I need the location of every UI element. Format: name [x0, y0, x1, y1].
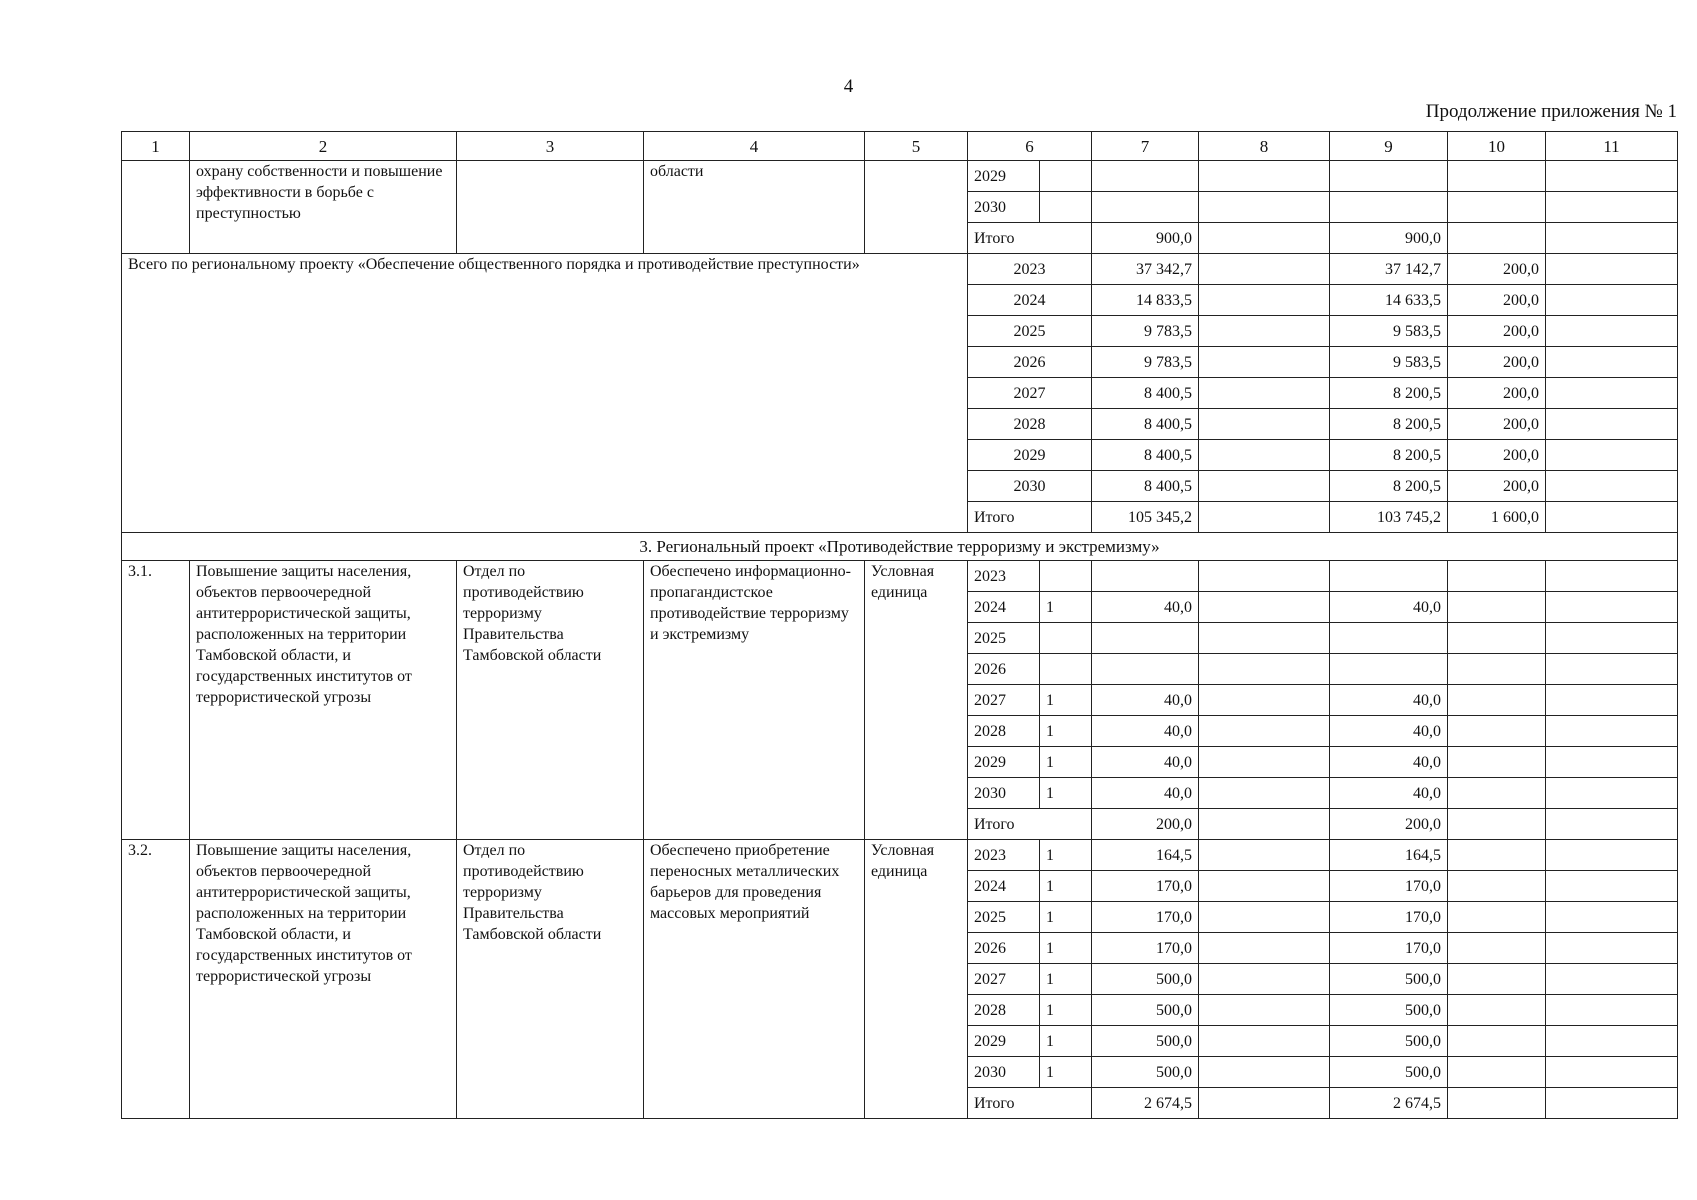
local-cell	[1448, 964, 1546, 995]
local-cell	[1448, 192, 1546, 223]
regional-cell: 8 200,5	[1330, 378, 1448, 409]
extra-cell	[1546, 716, 1678, 747]
extra-cell	[1546, 161, 1678, 192]
quantity-cell: 1	[1040, 840, 1092, 871]
page-number: 4	[843, 76, 854, 97]
regional-cell: 103 745,2	[1330, 502, 1448, 533]
year-cell: 2029	[968, 161, 1040, 192]
extra-cell	[1546, 747, 1678, 778]
extra-cell	[1546, 902, 1678, 933]
federal-cell	[1199, 161, 1330, 192]
local-cell	[1448, 871, 1546, 902]
extra-cell	[1546, 1088, 1678, 1119]
extra-cell	[1546, 471, 1678, 502]
local-cell	[1448, 809, 1546, 840]
federal-cell	[1199, 840, 1330, 871]
regional-cell: 8 200,5	[1330, 409, 1448, 440]
year-cell: 2030	[968, 1057, 1040, 1088]
quantity-cell	[1040, 192, 1092, 223]
federal-cell	[1199, 378, 1330, 409]
local-cell	[1448, 592, 1546, 623]
year-cell: 2024	[968, 592, 1040, 623]
local-cell: 1 600,0	[1448, 502, 1546, 533]
total-amount-cell: 8 400,5	[1092, 440, 1199, 471]
federal-cell	[1199, 685, 1330, 716]
total-amount-cell: 40,0	[1092, 778, 1199, 809]
financing-table	[121, 131, 1678, 1119]
extra-cell	[1546, 378, 1678, 409]
regional-cell	[1330, 161, 1448, 192]
regional-cell: 200,0	[1330, 809, 1448, 840]
quantity-cell	[1040, 654, 1092, 685]
year-cell: 2025	[968, 902, 1040, 933]
total-amount-cell: 170,0	[1092, 933, 1199, 964]
total-amount-cell: 170,0	[1092, 871, 1199, 902]
regional-cell: 9 583,5	[1330, 347, 1448, 378]
total-amount-cell	[1092, 561, 1199, 592]
responsible-cell	[457, 161, 644, 254]
regional-cell: 40,0	[1330, 592, 1448, 623]
regional-cell: 8 200,5	[1330, 471, 1448, 502]
total-label: Итого	[968, 1088, 1092, 1119]
extra-cell	[1546, 316, 1678, 347]
extra-cell	[1546, 840, 1678, 871]
regional-cell: 164,5	[1330, 840, 1448, 871]
quantity-cell: 1	[1040, 685, 1092, 716]
table-row	[122, 254, 1678, 285]
year-cell: 2025	[968, 623, 1040, 654]
total-amount-cell: 500,0	[1092, 1026, 1199, 1057]
local-cell	[1448, 1026, 1546, 1057]
total-amount-cell: 2 674,5	[1092, 1088, 1199, 1119]
federal-cell	[1199, 778, 1330, 809]
local-cell	[1448, 933, 1546, 964]
measure-name-cell: Повышение защиты населения, объектов первоочередной антитеррористической защиты, расположенных на территории Тамбовской области, и государственных институтов от террористической угрозы	[190, 561, 457, 840]
total-amount-cell: 9 783,5	[1092, 316, 1199, 347]
year-cell: 2027	[968, 685, 1040, 716]
federal-cell	[1199, 716, 1330, 747]
local-cell	[1448, 902, 1546, 933]
local-cell: 200,0	[1448, 378, 1546, 409]
regional-cell: 40,0	[1330, 778, 1448, 809]
column-header: 4	[644, 132, 865, 161]
federal-cell	[1199, 223, 1330, 254]
unit-cell: Условная единица	[865, 840, 968, 1119]
total-amount-cell: 8 400,5	[1092, 378, 1199, 409]
regional-cell: 14 633,5	[1330, 285, 1448, 316]
local-cell	[1448, 716, 1546, 747]
extra-cell	[1546, 809, 1678, 840]
year-cell: 2028	[968, 716, 1040, 747]
quantity-cell: 1	[1040, 747, 1092, 778]
regional-cell: 40,0	[1330, 716, 1448, 747]
local-cell	[1448, 1088, 1546, 1119]
year-cell: 2025	[968, 316, 1092, 347]
extra-cell	[1546, 654, 1678, 685]
year-cell: 2028	[968, 409, 1092, 440]
result-cell: Обеспечено информационно-пропагандистское противодействие терроризму и экстремизму	[644, 561, 865, 840]
local-cell	[1448, 561, 1546, 592]
local-cell	[1448, 1057, 1546, 1088]
extra-cell	[1546, 192, 1678, 223]
year-cell: 2023	[968, 840, 1040, 871]
extra-cell	[1546, 502, 1678, 533]
regional-cell: 170,0	[1330, 902, 1448, 933]
total-amount-cell: 900,0	[1092, 223, 1199, 254]
regional-cell: 170,0	[1330, 933, 1448, 964]
local-cell: 200,0	[1448, 316, 1546, 347]
federal-cell	[1199, 592, 1330, 623]
local-cell	[1448, 223, 1546, 254]
column-header: 10	[1448, 132, 1546, 161]
federal-cell	[1199, 347, 1330, 378]
regional-cell: 500,0	[1330, 1026, 1448, 1057]
year-cell: 2030	[968, 192, 1040, 223]
extra-cell	[1546, 561, 1678, 592]
federal-cell	[1199, 440, 1330, 471]
regional-cell: 2 674,5	[1330, 1088, 1448, 1119]
project-total-label: Всего по региональному проекту «Обеспечение общественного порядка и противодействие преступности»	[122, 254, 968, 533]
regional-cell: 500,0	[1330, 1057, 1448, 1088]
federal-cell	[1199, 285, 1330, 316]
regional-cell: 40,0	[1330, 747, 1448, 778]
local-cell: 200,0	[1448, 347, 1546, 378]
quantity-cell: 1	[1040, 716, 1092, 747]
federal-cell	[1199, 502, 1330, 533]
federal-cell	[1199, 654, 1330, 685]
federal-cell	[1199, 995, 1330, 1026]
column-header: 8	[1199, 132, 1330, 161]
header-row	[122, 132, 1678, 161]
year-cell: 2023	[968, 254, 1092, 285]
column-header: 7	[1092, 132, 1199, 161]
regional-cell: 37 142,7	[1330, 254, 1448, 285]
quantity-cell	[1040, 161, 1092, 192]
extra-cell	[1546, 995, 1678, 1026]
year-cell: 2023	[968, 561, 1040, 592]
extra-cell	[1546, 1026, 1678, 1057]
measure-name-cell: охрану собственности и повышение эффективности в борьбе с преступностью	[190, 161, 457, 254]
regional-cell: 500,0	[1330, 964, 1448, 995]
total-amount-cell: 14 833,5	[1092, 285, 1199, 316]
total-amount-cell: 40,0	[1092, 685, 1199, 716]
regional-cell: 900,0	[1330, 223, 1448, 254]
extra-cell	[1546, 623, 1678, 654]
local-cell: 200,0	[1448, 440, 1546, 471]
responsible-cell: Отдел по противодействию терроризму Правительства Тамбовской области	[457, 561, 644, 840]
local-cell	[1448, 840, 1546, 871]
result-cell: Обеспечено приобретение переносных металлических барьеров для проведения массовых мероприятий	[644, 840, 865, 1119]
federal-cell	[1199, 1057, 1330, 1088]
quantity-cell: 1	[1040, 778, 1092, 809]
local-cell: 200,0	[1448, 285, 1546, 316]
total-label: Итого	[968, 809, 1092, 840]
result-cell: области	[644, 161, 865, 254]
federal-cell	[1199, 1026, 1330, 1057]
total-amount-cell	[1092, 654, 1199, 685]
extra-cell	[1546, 223, 1678, 254]
extra-cell	[1546, 778, 1678, 809]
quantity-cell: 1	[1040, 933, 1092, 964]
year-cell: 2029	[968, 440, 1092, 471]
extra-cell	[1546, 1057, 1678, 1088]
column-header: 11	[1546, 132, 1678, 161]
extra-cell	[1546, 871, 1678, 902]
extra-cell	[1546, 933, 1678, 964]
local-cell: 200,0	[1448, 254, 1546, 285]
total-amount-cell: 37 342,7	[1092, 254, 1199, 285]
responsible-cell: Отдел по противодействию терроризму Правительства Тамбовской области	[457, 840, 644, 1119]
year-cell: 2026	[968, 654, 1040, 685]
local-cell	[1448, 778, 1546, 809]
year-cell: 2024	[968, 871, 1040, 902]
federal-cell	[1199, 623, 1330, 654]
item-number-cell: 3.1.	[122, 561, 190, 840]
quantity-cell: 1	[1040, 592, 1092, 623]
extra-cell	[1546, 347, 1678, 378]
year-cell: 2027	[968, 964, 1040, 995]
column-header: 3	[457, 132, 644, 161]
total-label: Итого	[968, 223, 1092, 254]
federal-cell	[1199, 1088, 1330, 1119]
federal-cell	[1199, 409, 1330, 440]
table-row	[122, 161, 1678, 192]
unit-cell: Условная единица	[865, 561, 968, 840]
total-amount-cell: 170,0	[1092, 902, 1199, 933]
quantity-cell: 1	[1040, 902, 1092, 933]
extra-cell	[1546, 254, 1678, 285]
year-cell: 2030	[968, 778, 1040, 809]
year-cell: 2026	[968, 933, 1040, 964]
table-row	[122, 561, 1678, 592]
regional-cell: 9 583,5	[1330, 316, 1448, 347]
federal-cell	[1199, 192, 1330, 223]
year-cell: 2030	[968, 471, 1092, 502]
column-header: 6	[968, 132, 1092, 161]
quantity-cell	[1040, 623, 1092, 654]
total-amount-cell: 40,0	[1092, 592, 1199, 623]
column-header: 1	[122, 132, 190, 161]
quantity-cell: 1	[1040, 1026, 1092, 1057]
total-amount-cell: 500,0	[1092, 995, 1199, 1026]
federal-cell	[1199, 902, 1330, 933]
item-number-cell	[122, 161, 190, 254]
local-cell	[1448, 747, 1546, 778]
total-amount-cell: 8 400,5	[1092, 471, 1199, 502]
total-label: Итого	[968, 502, 1092, 533]
total-amount-cell: 500,0	[1092, 964, 1199, 995]
total-amount-cell: 105 345,2	[1092, 502, 1199, 533]
regional-cell	[1330, 561, 1448, 592]
item-number-cell: 3.2.	[122, 840, 190, 1119]
federal-cell	[1199, 316, 1330, 347]
total-amount-cell	[1092, 192, 1199, 223]
federal-cell	[1199, 964, 1330, 995]
federal-cell	[1199, 254, 1330, 285]
year-cell: 2027	[968, 378, 1092, 409]
extra-cell	[1546, 285, 1678, 316]
total-amount-cell	[1092, 161, 1199, 192]
regional-cell: 500,0	[1330, 995, 1448, 1026]
extra-cell	[1546, 685, 1678, 716]
federal-cell	[1199, 933, 1330, 964]
total-amount-cell: 8 400,5	[1092, 409, 1199, 440]
total-amount-cell: 40,0	[1092, 716, 1199, 747]
year-cell: 2029	[968, 747, 1040, 778]
federal-cell	[1199, 471, 1330, 502]
local-cell: 200,0	[1448, 409, 1546, 440]
regional-cell	[1330, 192, 1448, 223]
quantity-cell	[1040, 561, 1092, 592]
total-amount-cell: 40,0	[1092, 747, 1199, 778]
column-header: 2	[190, 132, 457, 161]
local-cell	[1448, 685, 1546, 716]
total-amount-cell	[1092, 623, 1199, 654]
total-amount-cell: 9 783,5	[1092, 347, 1199, 378]
regional-cell: 40,0	[1330, 685, 1448, 716]
local-cell	[1448, 161, 1546, 192]
regional-cell	[1330, 623, 1448, 654]
quantity-cell: 1	[1040, 871, 1092, 902]
column-header: 9	[1330, 132, 1448, 161]
regional-cell: 8 200,5	[1330, 440, 1448, 471]
extra-cell	[1546, 409, 1678, 440]
quantity-cell: 1	[1040, 964, 1092, 995]
extra-cell	[1546, 964, 1678, 995]
regional-cell	[1330, 654, 1448, 685]
year-cell: 2028	[968, 995, 1040, 1026]
federal-cell	[1199, 747, 1330, 778]
regional-cell: 170,0	[1330, 871, 1448, 902]
appendix-continuation: Продолжение приложения № 1	[1425, 101, 1677, 122]
local-cell	[1448, 623, 1546, 654]
column-header: 5	[865, 132, 968, 161]
local-cell: 200,0	[1448, 471, 1546, 502]
year-cell: 2026	[968, 347, 1092, 378]
federal-cell	[1199, 561, 1330, 592]
total-amount-cell: 164,5	[1092, 840, 1199, 871]
federal-cell	[1199, 809, 1330, 840]
unit-cell	[865, 161, 968, 254]
local-cell	[1448, 995, 1546, 1026]
year-cell: 2029	[968, 1026, 1040, 1057]
table-row	[122, 840, 1678, 871]
extra-cell	[1546, 592, 1678, 623]
local-cell	[1448, 654, 1546, 685]
total-amount-cell: 200,0	[1092, 809, 1199, 840]
quantity-cell: 1	[1040, 995, 1092, 1026]
year-cell: 2024	[968, 285, 1092, 316]
federal-cell	[1199, 871, 1330, 902]
measure-name-cell: Повышение защиты населения, объектов первоочередной антитеррористической защиты, расположенных на территории Тамбовской области, и государственных институтов от террористической угрозы	[190, 840, 457, 1119]
section-title-row	[122, 533, 1678, 561]
quantity-cell: 1	[1040, 1057, 1092, 1088]
extra-cell	[1546, 440, 1678, 471]
section-title: 3. Региональный проект «Противодействие терроризму и экстремизму»	[122, 533, 1678, 561]
total-amount-cell: 500,0	[1092, 1057, 1199, 1088]
